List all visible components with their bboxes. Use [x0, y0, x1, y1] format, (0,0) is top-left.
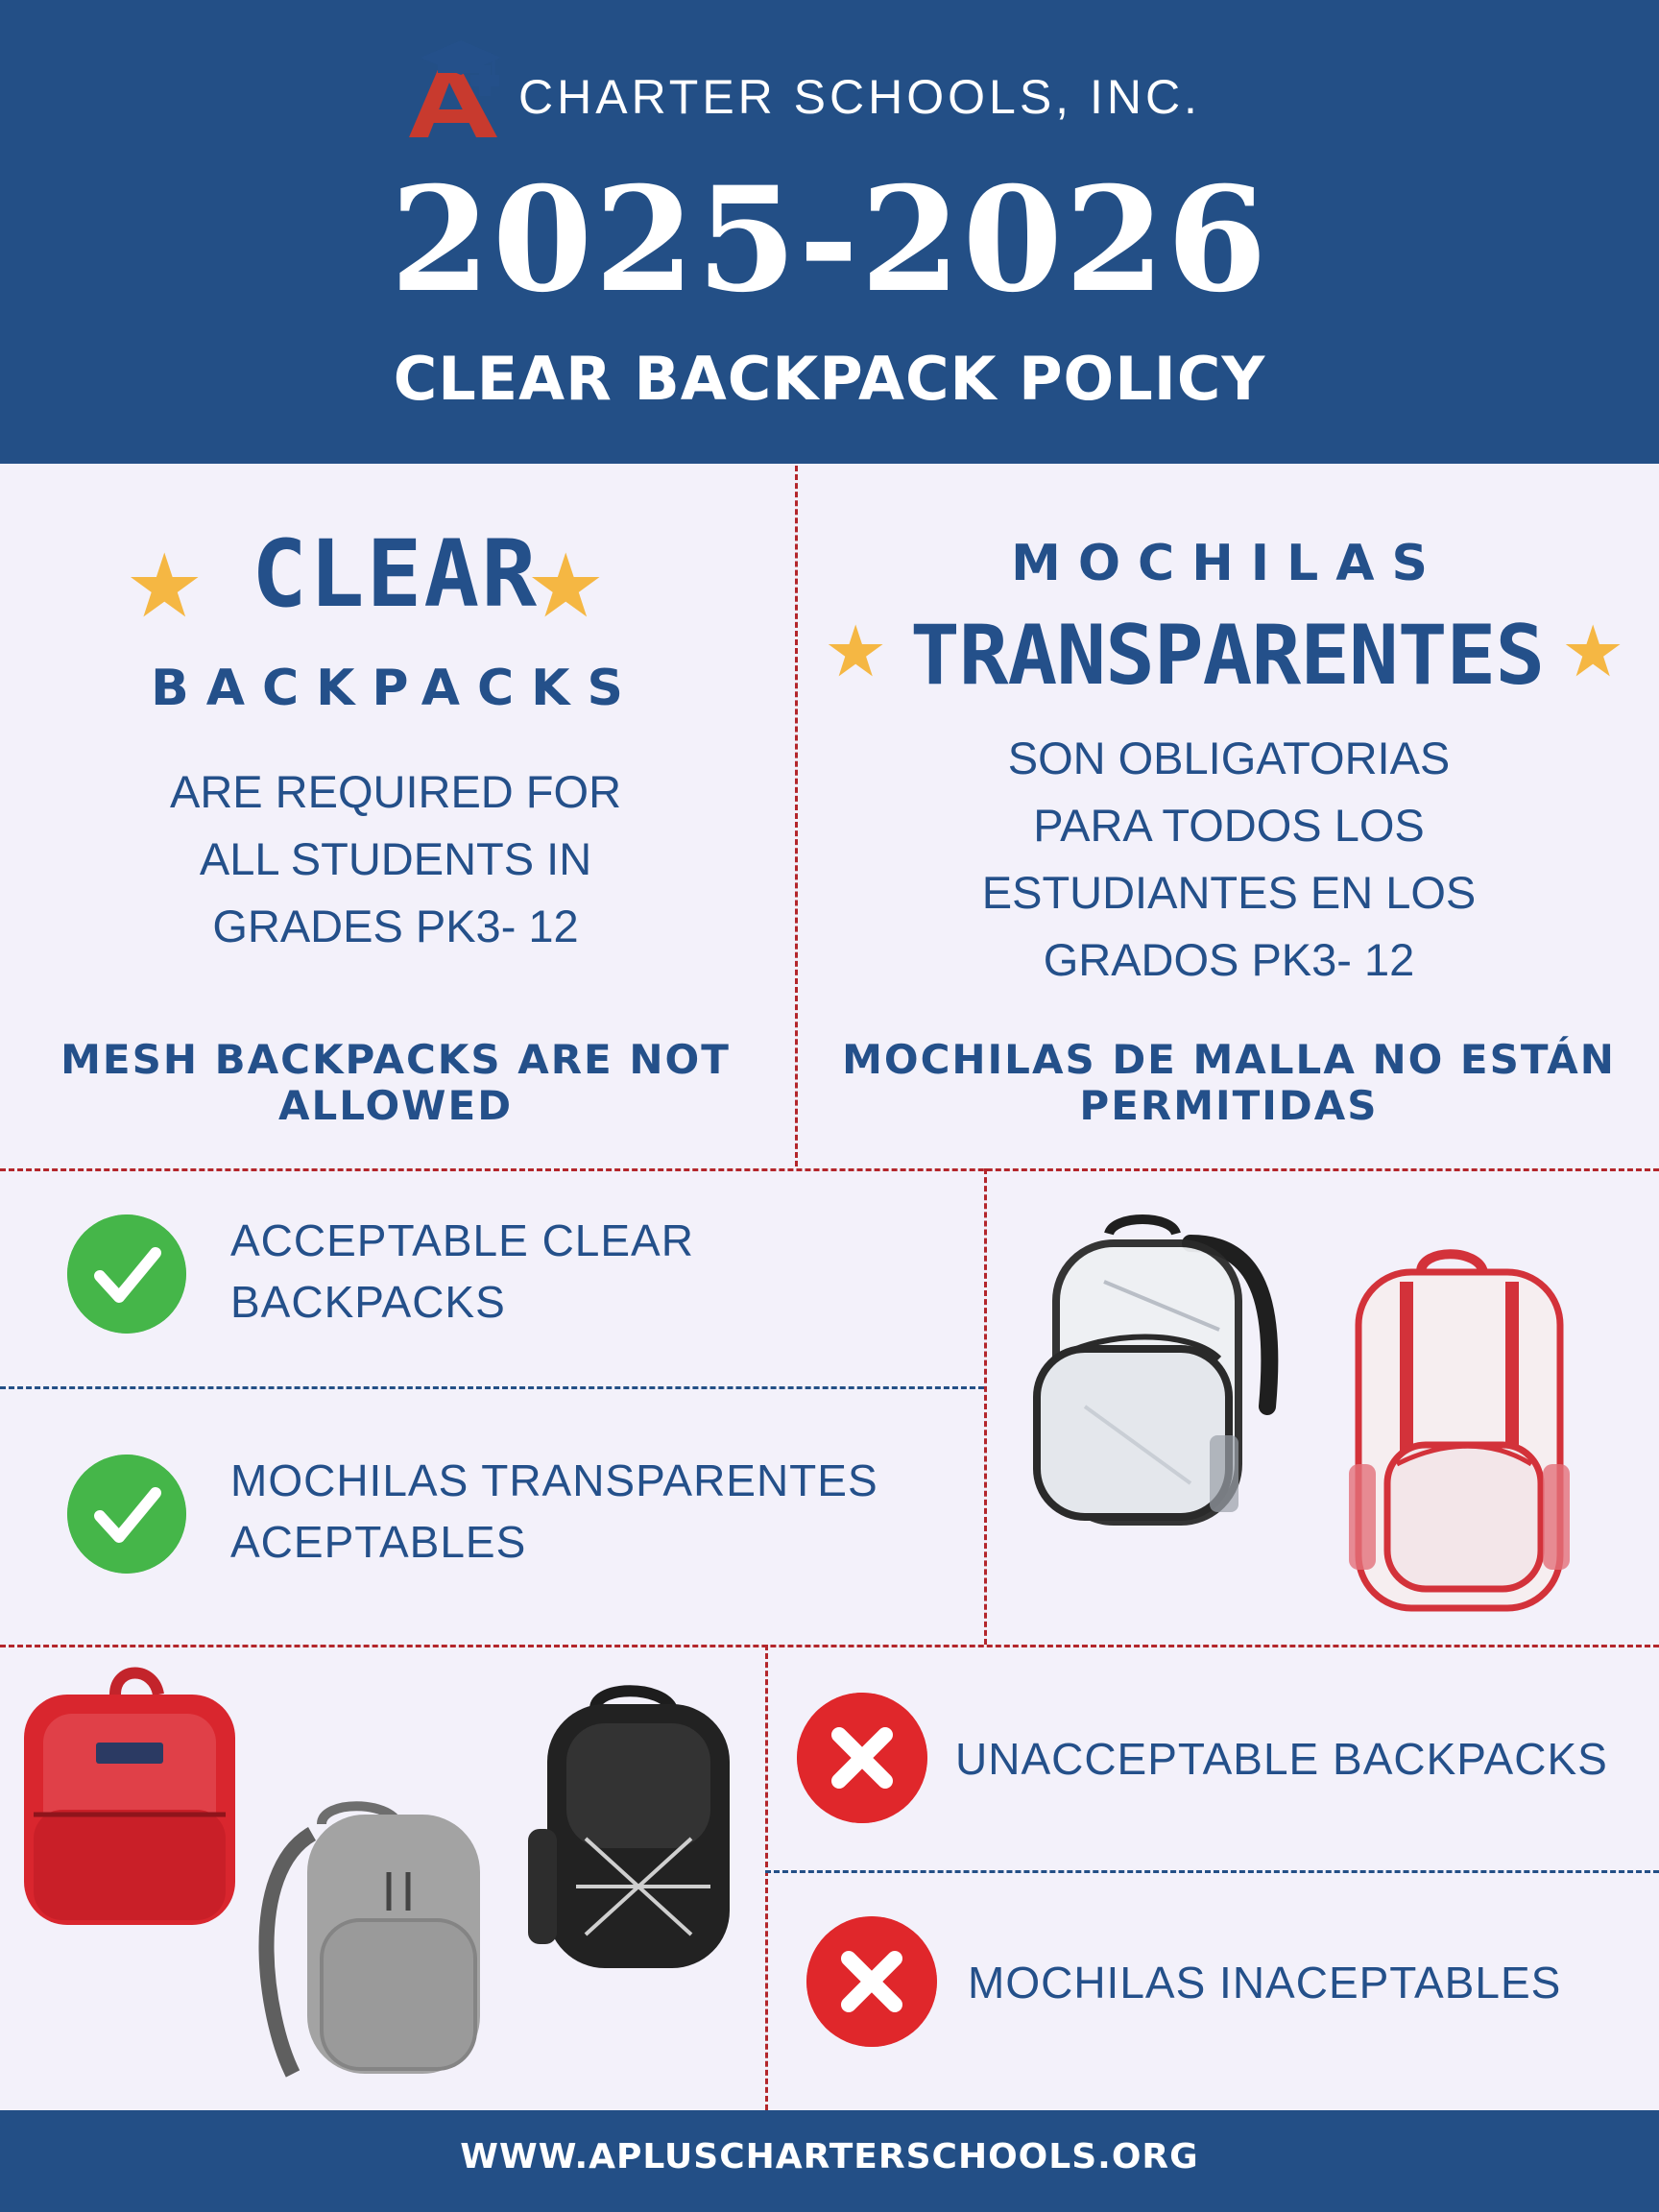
- star-icon: ★: [824, 612, 888, 691]
- policy-title: CLEAR BACKPACK POLICY: [393, 344, 1266, 414]
- acceptable-label-en: ACCEPTABLE CLEAR BACKPACKS: [230, 1215, 694, 1327]
- x-icon: [797, 1693, 927, 1823]
- school-year: 2025-2026: [390, 156, 1269, 325]
- horizontal-divider: [765, 1870, 1659, 1873]
- vertical-divider-middle: [984, 1168, 987, 1645]
- star-icon: ★: [526, 538, 606, 636]
- website-link[interactable]: WWW.APLUSCHARTERSCHOOLS.ORG: [460, 2137, 1199, 2176]
- requirement-text-es: SON OBLIGATORIAS PARA TODOS LOS ESTUDIANTES EN LOS GRADOS PK3- 12: [981, 733, 1477, 985]
- vertical-divider-bottom: [765, 1645, 768, 2110]
- gray-backpack-image: [254, 1795, 504, 2083]
- mochilas-heading: MOCHILAS: [1011, 535, 1445, 592]
- unacceptable-label-en: UNACCEPTABLE BACKPACKS: [955, 1734, 1608, 1784]
- acceptable-label-es: MOCHILAS TRANSPARENTES ACEPTABLES: [230, 1455, 878, 1567]
- red-mesh-backpack-image: [14, 1666, 245, 1930]
- transparentes-heading: TRANSPARENTES: [910, 608, 1545, 704]
- clear-black-backpack-image: [1018, 1214, 1306, 1541]
- unacceptable-label-es: MOCHILAS INACEPTABLES: [968, 1958, 1562, 2008]
- brand-name: CHARTER SCHOOLS, INC.: [518, 70, 1201, 124]
- check-icon: [67, 1214, 186, 1334]
- mesh-notice-en: MESH BACKPACKS ARE NOT ALLOWED: [60, 1036, 731, 1129]
- requirement-text-en: ARE REQUIRED FOR ALL STUDENTS IN GRADES PK3- 12: [169, 766, 622, 951]
- mesh-notice-es: MOCHILAS DE MALLA NO ESTÁN PERMITIDAS: [842, 1036, 1616, 1129]
- horizontal-divider: [0, 1168, 1659, 1171]
- clear-red-backpack-image: [1330, 1243, 1589, 1618]
- black-mesh-backpack-image: [518, 1685, 749, 1973]
- a-plus-logo: [401, 36, 507, 142]
- star-icon: ★: [1561, 612, 1625, 691]
- horizontal-divider: [0, 1386, 984, 1389]
- check-icon: [67, 1455, 186, 1574]
- star-icon: ★: [125, 538, 204, 636]
- horizontal-divider: [0, 1645, 1659, 1647]
- clear-heading: CLEAR: [252, 520, 539, 628]
- backpacks-heading: BACKPACKS: [151, 660, 640, 717]
- x-icon: [806, 1916, 937, 2047]
